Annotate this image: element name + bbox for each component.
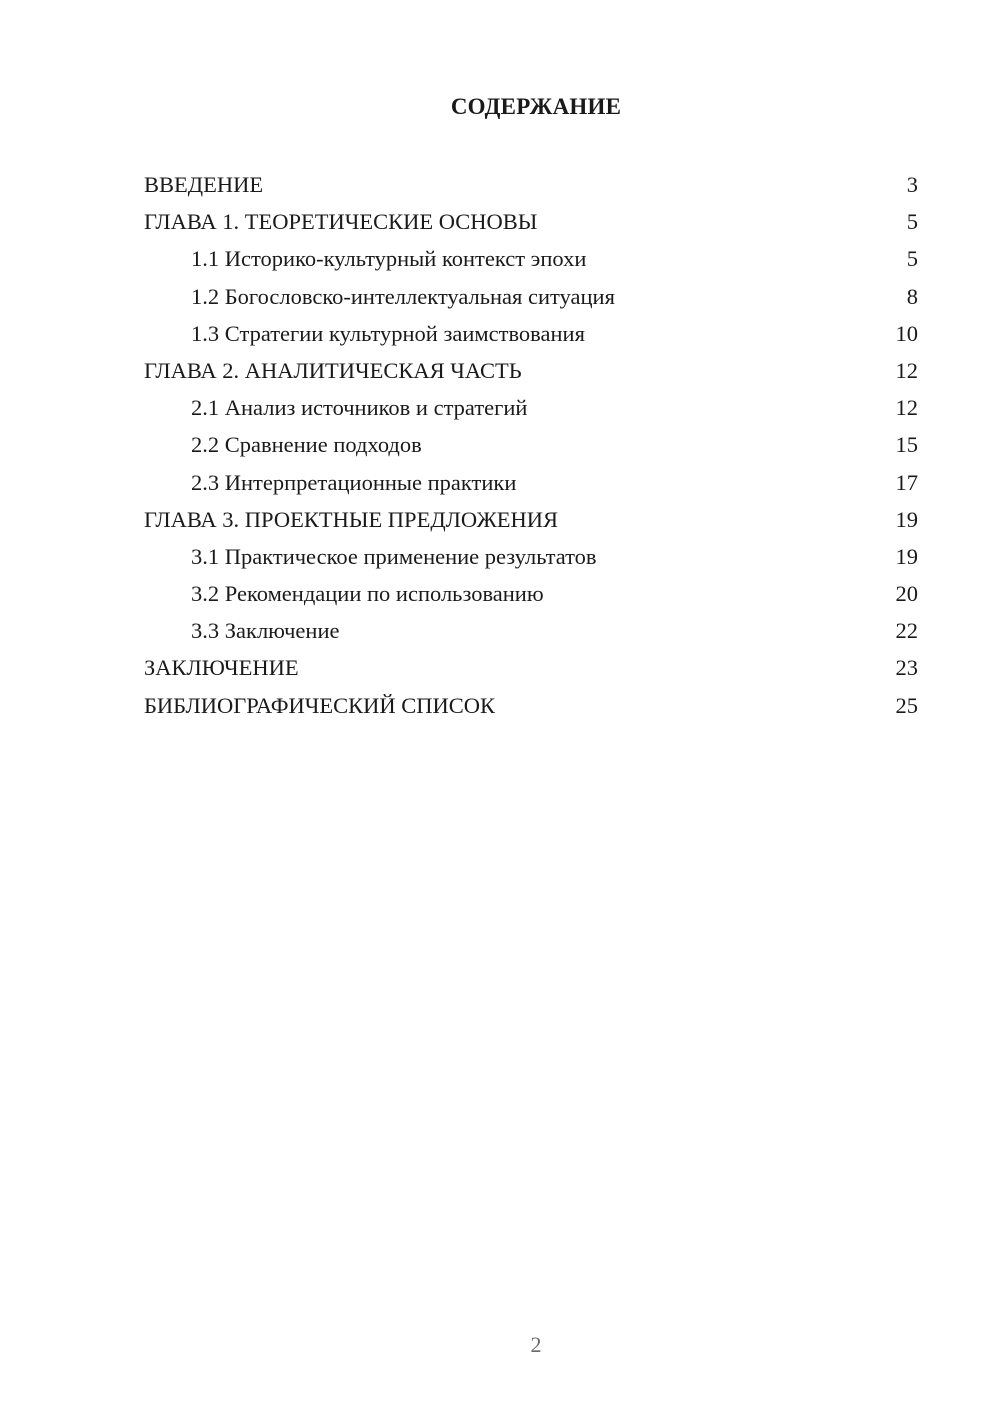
toc-entry-label: ВВЕДЕНИЕ	[144, 172, 264, 197]
toc-entry-section-2-2	[144, 426, 918, 463]
toc-entry-label: 2.1 Анализ источников и стратегий	[191, 395, 528, 421]
toc-entry-label: 3.2 Рекомендации по использованию	[191, 581, 544, 607]
toc-entry-section-2-1	[144, 389, 918, 426]
toc-entry-bibliography	[144, 687, 918, 724]
toc-entry-page: 5	[906, 209, 918, 235]
toc-entry-page: 5	[906, 246, 918, 272]
toc-entry-section-1-1	[144, 240, 918, 277]
toc-entry-page: 15	[895, 432, 918, 458]
toc-entry-label: ГЛАВА 1. ТЕОРЕТИЧЕСКИЕ ОСНОВЫ	[144, 209, 538, 235]
toc-entry-label: ЗАКЛЮЧЕНИЕ	[144, 655, 299, 681]
toc-entry-page: 3	[906, 172, 918, 197]
toc-entry-label: 3.3 Заключение	[191, 618, 340, 644]
toc-entry-page: 25	[895, 692, 918, 718]
page-number: 2	[530, 1332, 542, 1357]
toc-entry-label: БИБЛИОГРАФИЧЕСКИЙ СПИСОК	[144, 692, 496, 718]
toc-entry-page: 19	[895, 543, 918, 569]
toc-entry-page: 22	[895, 618, 918, 644]
toc-entry-label: 2.2 Сравнение подходов	[191, 432, 422, 458]
toc-entry-section-1-2	[144, 278, 918, 315]
toc-entry-page: 12	[895, 395, 918, 421]
toc-entry-page: 17	[895, 469, 918, 495]
toc-entry-label: 2.3 Интерпретационные практики	[191, 469, 517, 495]
toc-entry-label: ГЛАВА 2. АНАЛИТИЧЕСКАЯ ЧАСТЬ	[144, 357, 522, 383]
toc-entry-page: 23	[895, 655, 918, 681]
toc-entry-label: 1.3 Стратегии культурной заимствования	[191, 320, 585, 346]
toc-entry-label: 1.1 Историко-культурный контекст эпохи	[191, 246, 587, 272]
toc-entry-page: 12	[895, 357, 918, 383]
toc-entry-section-3-3	[144, 612, 918, 649]
toc-entry-section-1-3	[144, 315, 918, 352]
toc-entry-chapter-3	[144, 501, 918, 538]
toc-entry-conclusion	[144, 649, 918, 686]
toc-entry-chapter-1	[144, 203, 918, 240]
toc-entry-label: 3.1 Практическое применение результатов	[191, 543, 597, 569]
toc-entry-page: 8	[906, 283, 918, 309]
toc-entry-page: 10	[895, 320, 918, 346]
toc-entry-section-2-3	[144, 464, 918, 501]
toc-title: СОДЕРЖАНИЕ	[450, 94, 622, 119]
toc-entry-section-3-2	[144, 575, 918, 612]
table-of-contents	[144, 166, 918, 724]
toc-entry-chapter-2	[144, 352, 918, 389]
toc-entry-label: 1.2 Богословско-интеллектуальная ситуация	[191, 283, 615, 309]
toc-entry-section-3-1	[144, 538, 918, 575]
toc-entry-introduction	[144, 166, 918, 203]
toc-entry-page: 20	[895, 581, 918, 607]
toc-entry-label: ГЛАВА 3. ПРОЕКТНЫЕ ПРЕДЛОЖЕНИЯ	[144, 506, 559, 532]
toc-entry-page: 19	[895, 506, 918, 532]
